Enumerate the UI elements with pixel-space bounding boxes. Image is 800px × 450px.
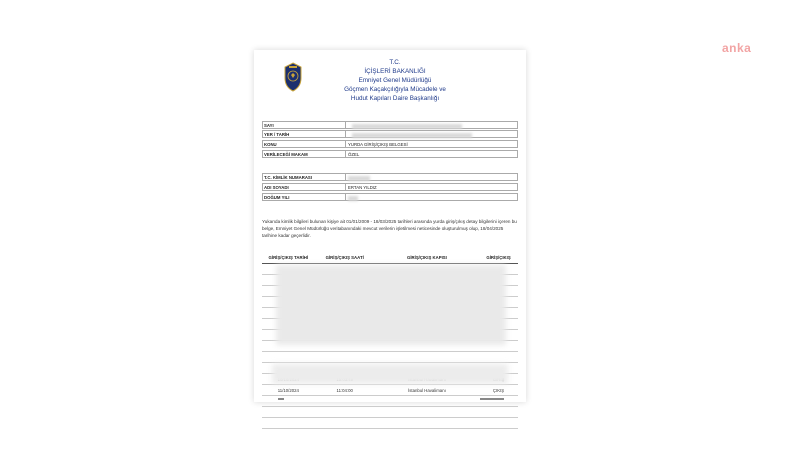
info-row-yer-tarih [262,130,518,138]
redacted-value [352,133,472,138]
header-line: T.C. [389,59,401,66]
footer-mark [278,398,284,400]
info-row-verilecegi-makam [262,150,518,158]
police-emblem-icon [282,62,304,92]
info-row-sayi [262,121,518,129]
table-row [262,385,518,396]
info-label: VERİLECEĞİ MAKAM [262,150,346,158]
table-cell: ÇIKIŞ [479,385,518,396]
redacted-value [352,124,462,129]
header-line: Göçmen Kaçakçılığıyla Mücadele ve [344,86,446,93]
footer-mark [480,398,504,400]
redacted-value [348,196,358,201]
info-row-dogum-yili [262,193,518,201]
redacted-table-area [276,265,506,345]
column-header: GİRİŞ/ÇIKIŞ TARİHİ [262,252,315,264]
header-line: Emniyet Genel Müdürlüğü [358,77,432,84]
info-label: YER / TARİH [262,130,346,138]
table-row [262,418,518,429]
table-row [262,352,518,363]
info-value: YURDA GİRİŞ/ÇIKIŞ BELGESİ [346,140,518,148]
column-header: GİRİŞ/ÇIKIŞ [479,252,518,264]
column-header: GİRİŞ/ÇIKIŞ SAATİ [315,252,375,264]
info-label: DOĞUM YILI [262,193,346,201]
table-cell: 11/10/2024 [262,385,315,396]
table-cell: İstanbul Havalimanı [375,385,479,396]
table-row [262,407,518,418]
info-value [346,173,518,181]
document-header [330,58,460,103]
info-row-adi-soyadi [262,183,518,191]
table-header-row [262,252,518,264]
info-label: T.C. KİMLİK NUMARASI [262,173,346,181]
info-label: KONU [262,140,346,148]
info-row-konu [262,140,518,148]
info-value: ERTAN YILDIZ [346,183,518,191]
info-label: SAYI [262,121,346,129]
info-value [346,193,518,201]
info-value [346,130,518,138]
header-line: İÇİŞLERİ BAKANLIĞI [364,68,426,75]
column-header: GİRİŞ/ÇIKIŞ KAPISI [375,252,479,264]
info-value [346,121,518,129]
info-label: ADI SOYADI [262,183,346,191]
validity-paragraph: Yukarıda kimlik bilgileri bulunan kişiye ait 01/01/2009 - 18/03/2025 tarihleri arasında yurda giriş/çıkış detay bilgilerini içeren bu belge, Emniyet Genel Müdürlüğü veritabanındaki mevcut verilerin işletilmesi neticesinde oluşturulmuş olup, 18/04/2025 tarihine kadar geçerlidir. [262,219,517,238]
watermark-logo: anka [722,41,752,55]
info-value: ÖZEL [346,150,518,158]
info-row-tc-kimlik [262,173,518,181]
redacted-value [348,176,370,181]
header-line: Hudut Kapıları Daire Başkanlığı [350,95,440,102]
redacted-table-area [272,364,508,384]
table-cell: 11:04:00 [315,385,375,396]
